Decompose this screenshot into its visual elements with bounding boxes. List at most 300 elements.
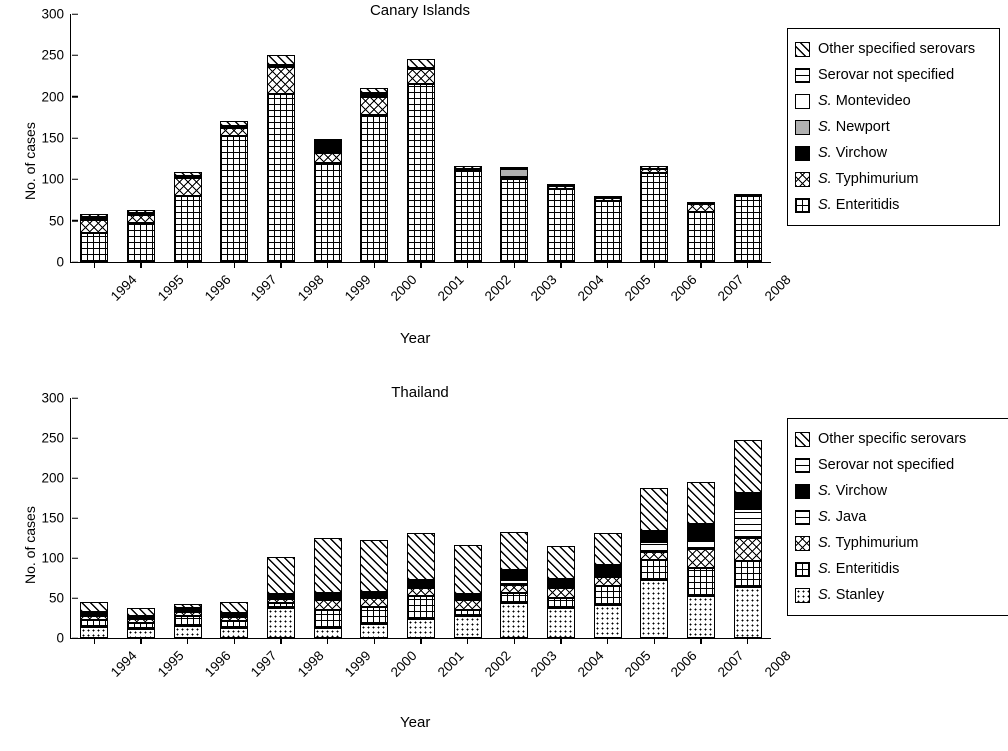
- y-tick-mark: [72, 597, 78, 599]
- bar-segment: [547, 598, 575, 608]
- bar-segment: [174, 616, 202, 626]
- bar-segment: [454, 166, 482, 168]
- bar-segment: [174, 172, 202, 176]
- x-tick-mark: [280, 638, 282, 644]
- legend-item: [795, 114, 990, 140]
- legend-item-label: S. Enteritidis: [818, 197, 900, 213]
- bar-segment: [127, 210, 155, 213]
- bar-segment: [407, 533, 435, 579]
- bar-segment: [220, 121, 248, 127]
- x-tick-mark: [187, 262, 189, 268]
- bar-segment: [547, 189, 575, 262]
- bar-segment: [500, 169, 528, 177]
- y-axis-tick: 150: [41, 511, 71, 526]
- x-axis-tick-label: 2003: [528, 648, 560, 680]
- chart-legend: [787, 28, 1000, 226]
- y-tick-mark: [72, 96, 78, 98]
- y-tick-mark: [72, 179, 78, 181]
- bar-segment: [360, 115, 388, 262]
- bar-segment: [407, 59, 435, 67]
- x-tick-mark: [747, 638, 749, 644]
- bar-segment: [640, 552, 668, 560]
- x-tick-mark: [747, 262, 749, 268]
- x-axis-tick-label: 2007: [714, 272, 747, 304]
- bar-segment: [127, 623, 155, 629]
- bar-segment: [640, 169, 668, 173]
- x-axis-tick-label: 2003: [528, 272, 560, 304]
- bar-segment: [360, 624, 388, 638]
- bar-stack: [547, 14, 575, 262]
- x-tick-mark: [514, 262, 516, 268]
- x-tick-mark: [140, 638, 142, 644]
- bar-segment: [267, 594, 295, 596]
- x-axis-tick-label: 1996: [201, 648, 234, 680]
- x-axis-tick-label: 2000: [388, 272, 420, 304]
- bar-stack: [454, 14, 482, 262]
- x-tick-mark: [560, 638, 562, 644]
- bar-segment: [174, 196, 202, 262]
- legend-item-label: S. Montevideo: [818, 93, 911, 109]
- y-tick-mark: [72, 137, 78, 139]
- x-tick-mark: [280, 262, 282, 268]
- bar-segment: [594, 533, 622, 565]
- x-tick-mark: [607, 262, 609, 268]
- chart-legend: [787, 418, 1008, 616]
- bar-segment: [734, 194, 762, 196]
- x-axis-tick-label: 2001: [434, 272, 467, 304]
- bar-segment: [220, 628, 248, 638]
- bar-segment: [640, 488, 668, 530]
- bar-segment: [80, 217, 108, 219]
- bar-stack: [687, 398, 715, 638]
- bar-segment: [547, 588, 575, 598]
- legend-swatch: [795, 42, 810, 57]
- x-axis-tick-label: 1997: [248, 272, 280, 304]
- x-tick-mark: [327, 262, 329, 268]
- bar-segment: [594, 577, 622, 586]
- bar-segment: [127, 223, 155, 262]
- x-axis-label: Year: [400, 330, 431, 347]
- bar-segment: [454, 616, 482, 638]
- bar-segment: [220, 617, 248, 621]
- legend-swatch: [795, 536, 810, 551]
- x-tick-mark: [514, 638, 516, 644]
- legend-item-label: Other specific serovars: [818, 431, 967, 447]
- bar-segment: [360, 93, 388, 96]
- legend-swatch: [795, 146, 810, 161]
- bar-segment: [687, 212, 715, 262]
- legend-item-label: Other specified serovars: [818, 41, 976, 57]
- bar-segment: [360, 592, 388, 596]
- x-axis-tick-label: 1994: [108, 272, 140, 304]
- bar-segment: [640, 580, 668, 638]
- y-axis-tick: 0: [56, 255, 71, 270]
- x-axis-tick-label: 2002: [481, 272, 514, 304]
- bar-segment: [314, 139, 342, 141]
- bar-segment: [80, 214, 108, 217]
- bar-segment: [267, 599, 295, 603]
- bar-segment: [734, 561, 762, 587]
- bar-stack: [500, 14, 528, 262]
- bar-segment: [500, 167, 528, 169]
- bar-segment: [640, 166, 668, 168]
- x-tick-mark: [420, 638, 422, 644]
- legend-item-label: S. Typhimurium: [818, 535, 919, 551]
- x-tick-mark: [94, 262, 96, 268]
- y-axis-tick: 50: [49, 213, 71, 228]
- bar-segment: [407, 588, 435, 596]
- bar-segment: [127, 215, 155, 223]
- bar-segment: [594, 196, 622, 198]
- bar-segment: [174, 609, 202, 611]
- y-axis-tick: 0: [56, 631, 71, 646]
- legend-item-label: S. Stanley: [818, 587, 885, 603]
- legend-item-label: Serovar not specified: [818, 457, 955, 473]
- bar-segment: [360, 607, 388, 624]
- y-axis-tick: 100: [41, 551, 71, 566]
- legend-item: [795, 504, 999, 530]
- bar-segment: [80, 233, 108, 262]
- x-axis-tick-label: 1995: [154, 648, 187, 680]
- bar-segment: [220, 621, 248, 627]
- x-axis-tick-label: 1996: [201, 272, 234, 304]
- bar-segment: [80, 620, 108, 626]
- legend-item: [795, 582, 999, 608]
- legend-item: [795, 62, 990, 88]
- x-axis-tick-label: 1999: [341, 648, 374, 680]
- y-axis-tick: 300: [41, 391, 71, 406]
- x-tick-mark: [654, 638, 656, 644]
- bar-stack: [360, 14, 388, 262]
- y-axis-tick: 250: [41, 48, 71, 63]
- bar-segment: [267, 55, 295, 65]
- bar-stack: [407, 398, 435, 638]
- y-tick-mark: [72, 437, 78, 439]
- bar-segment: [547, 585, 575, 588]
- bar-segment: [734, 587, 762, 638]
- bar-segment: [454, 610, 482, 616]
- legend-item: [795, 166, 990, 192]
- bar-segment: [267, 67, 295, 94]
- x-tick-mark: [94, 638, 96, 644]
- y-tick-mark: [72, 261, 78, 263]
- bar-segment: [314, 593, 342, 597]
- bar-segment: [314, 538, 342, 593]
- x-tick-mark: [374, 638, 376, 644]
- bar-segment: [734, 509, 762, 538]
- legend-item: [795, 36, 990, 62]
- x-tick-mark: [327, 638, 329, 644]
- bar-segment: [687, 482, 715, 524]
- bar-stack: [640, 398, 668, 638]
- bar-segment: [500, 603, 528, 638]
- bar-segment: [687, 568, 715, 596]
- y-axis-tick: 200: [41, 89, 71, 104]
- bar-segment: [407, 580, 435, 586]
- bar-segment: [360, 88, 388, 93]
- x-axis-tick-label: 2008: [761, 272, 794, 304]
- y-axis-label: No. of cases: [22, 506, 38, 584]
- bar-segment: [640, 560, 668, 580]
- bar-stack: [220, 398, 248, 638]
- bar-segment: [594, 198, 622, 200]
- x-tick-mark: [140, 262, 142, 268]
- bar-stack: [174, 398, 202, 638]
- bar-segment: [220, 128, 248, 136]
- bar-segment: [80, 220, 108, 233]
- bar-segment: [500, 177, 528, 179]
- bar-segment: [314, 600, 342, 610]
- x-axis-tick-label: 1999: [341, 272, 374, 304]
- bar-segment: [547, 608, 575, 638]
- legend-item: [795, 530, 999, 556]
- bar-stack: [500, 398, 528, 638]
- legend-item: [795, 192, 990, 218]
- bar-segment: [174, 626, 202, 638]
- bar-segment: [500, 532, 528, 570]
- x-tick-mark: [467, 262, 469, 268]
- bar-segment: [314, 597, 342, 600]
- bar-segment: [454, 545, 482, 594]
- bar-segment: [220, 136, 248, 262]
- legend-item-label: S. Newport: [818, 119, 890, 135]
- bar-stack: [127, 398, 155, 638]
- bar-segment: [594, 574, 622, 577]
- x-axis-tick-label: 1997: [248, 648, 280, 680]
- bar-segment: [547, 579, 575, 585]
- bar-segment: [547, 184, 575, 186]
- bar-stack: [454, 398, 482, 638]
- bar-segment: [734, 440, 762, 494]
- bar-stack: [687, 14, 715, 262]
- x-tick-mark: [654, 262, 656, 268]
- y-tick-mark: [72, 477, 78, 479]
- bar-segment: [407, 84, 435, 262]
- bar-segment: [80, 627, 108, 638]
- bar-segment: [734, 493, 762, 509]
- x-tick-mark: [467, 638, 469, 644]
- bar-segment: [360, 540, 388, 592]
- bar-stack: [314, 398, 342, 638]
- bar-segment: [360, 97, 388, 115]
- legend-swatch: [795, 432, 810, 447]
- x-axis-tick-label: 2004: [574, 272, 607, 304]
- x-tick-mark: [234, 638, 236, 644]
- legend-swatch: [795, 588, 810, 603]
- bar-segment: [314, 141, 342, 153]
- bar-stack: [407, 14, 435, 262]
- x-axis-tick-label: 2001: [434, 648, 467, 680]
- x-tick-mark: [700, 262, 702, 268]
- legend-swatch: [795, 458, 810, 473]
- bar-segment: [80, 616, 108, 620]
- bar-segment: [734, 196, 762, 262]
- x-axis-tick-label: 2005: [621, 272, 654, 304]
- bar-segment: [734, 538, 762, 561]
- y-axis-tick: 200: [41, 471, 71, 486]
- legend-item-label: S. Virchow: [818, 483, 888, 499]
- bar-segment: [454, 171, 482, 262]
- x-tick-mark: [374, 262, 376, 268]
- y-axis-tick: 100: [41, 172, 71, 187]
- chart-title: Thailand: [391, 384, 449, 401]
- x-axis-tick-label: 2006: [668, 648, 700, 680]
- bar-stack: [220, 14, 248, 262]
- bar-segment: [127, 608, 155, 615]
- bar-segment: [174, 178, 202, 196]
- bar-segment: [500, 179, 528, 262]
- x-axis-tick-label: 2006: [668, 272, 700, 304]
- bar-stack: [267, 14, 295, 262]
- bar-segment: [174, 612, 202, 616]
- x-axis-tick-label: 2002: [481, 648, 514, 680]
- x-tick-mark: [234, 262, 236, 268]
- y-axis-tick: 250: [41, 431, 71, 446]
- y-tick-mark: [72, 637, 78, 639]
- x-axis-tick-label: 1998: [294, 272, 327, 304]
- x-axis-label: Year: [400, 714, 431, 731]
- bar-segment: [594, 586, 622, 605]
- legend-item: [795, 426, 999, 452]
- legend-item-label: S. Enteritidis: [818, 561, 900, 577]
- bar-segment: [547, 546, 575, 579]
- x-tick-mark: [420, 262, 422, 268]
- legend-item: [795, 556, 999, 582]
- bar-segment: [640, 173, 668, 262]
- bar-segment: [220, 615, 248, 617]
- legend-item: [795, 452, 999, 478]
- bar-segment: [267, 603, 295, 609]
- y-tick-mark: [72, 517, 78, 519]
- y-tick-mark: [72, 397, 78, 399]
- bar-segment: [407, 619, 435, 638]
- bar-segment: [407, 585, 435, 587]
- bar-segment: [127, 629, 155, 638]
- legend-swatch: [795, 120, 810, 135]
- x-axis-tick-label: 2004: [574, 648, 607, 680]
- bar-stack: [314, 14, 342, 262]
- bar-stack: [594, 398, 622, 638]
- bar-segment: [500, 570, 528, 580]
- legend-item: [795, 478, 999, 504]
- bar-stack: [734, 14, 762, 262]
- bar-segment: [500, 580, 528, 586]
- y-axis-label: No. of cases: [22, 122, 38, 200]
- bar-segment: [267, 608, 295, 638]
- legend-swatch: [795, 510, 810, 525]
- legend-swatch: [795, 484, 810, 499]
- bar-segment: [454, 169, 482, 171]
- x-axis-tick-label: 2000: [388, 648, 420, 680]
- legend-item-label: Serovar not specified: [818, 67, 955, 83]
- legend-swatch: [795, 562, 810, 577]
- bar-stack: [267, 398, 295, 638]
- bar-stack: [80, 398, 108, 638]
- x-axis-tick-label: 2005: [621, 648, 654, 680]
- bar-stack: [360, 398, 388, 638]
- bar-segment: [174, 604, 202, 608]
- bar-segment: [687, 204, 715, 212]
- y-axis-tick: 50: [49, 591, 71, 606]
- x-axis-tick-label: 1994: [108, 648, 140, 680]
- legend-item-label: S. Virchow: [818, 145, 888, 161]
- bar-segment: [80, 614, 108, 616]
- bar-segment: [360, 598, 388, 607]
- y-tick-mark: [72, 220, 78, 222]
- legend-item-label: S. Typhimurium: [818, 171, 919, 187]
- legend-swatch: [795, 172, 810, 187]
- chart-panel-canary-islands: [0, 0, 1008, 375]
- bar-stack: [640, 14, 668, 262]
- y-tick-mark: [72, 55, 78, 57]
- bar-segment: [500, 585, 528, 593]
- bar-segment: [267, 596, 295, 598]
- bar-segment: [640, 531, 668, 542]
- bar-segment: [687, 540, 715, 549]
- bar-segment: [594, 605, 622, 638]
- bar-segment: [407, 69, 435, 84]
- bar-stack: [80, 14, 108, 262]
- legend-item: [795, 88, 990, 114]
- bar-segment: [267, 94, 295, 262]
- bar-segment: [220, 602, 248, 613]
- legend-item-label: S. Java: [818, 509, 867, 525]
- y-axis-tick: 300: [41, 7, 71, 22]
- bar-segment: [594, 565, 622, 574]
- legend-swatch: [795, 94, 810, 109]
- y-tick-mark: [72, 557, 78, 559]
- x-axis-tick-label: 2007: [714, 648, 747, 680]
- bar-segment: [687, 596, 715, 638]
- bar-segment: [314, 610, 342, 628]
- bar-segment: [360, 596, 388, 598]
- bar-stack: [594, 14, 622, 262]
- x-tick-mark: [560, 262, 562, 268]
- bar-segment: [454, 597, 482, 600]
- bar-segment: [314, 153, 342, 163]
- bar-stack: [127, 14, 155, 262]
- bar-segment: [500, 593, 528, 603]
- bar-segment: [687, 524, 715, 540]
- bar-segment: [267, 557, 295, 594]
- bar-segment: [454, 600, 482, 610]
- x-tick-mark: [607, 638, 609, 644]
- bar-segment: [640, 542, 668, 552]
- y-axis-tick: 150: [41, 131, 71, 146]
- legend-swatch: [795, 68, 810, 83]
- bar-segment: [687, 202, 715, 204]
- bar-stack: [734, 398, 762, 638]
- bar-segment: [314, 628, 342, 638]
- bar-segment: [547, 186, 575, 189]
- x-tick-mark: [700, 638, 702, 644]
- x-tick-mark: [187, 638, 189, 644]
- legend-item: [795, 140, 990, 166]
- chart-panel-thailand: [0, 376, 1008, 751]
- x-axis-tick-label: 1995: [154, 272, 187, 304]
- bar-segment: [407, 596, 435, 619]
- x-axis-tick-label: 2008: [761, 648, 794, 680]
- y-tick-mark: [72, 13, 78, 15]
- bar-stack: [174, 14, 202, 262]
- bar-segment: [127, 619, 155, 623]
- bar-segment: [687, 549, 715, 567]
- x-axis-tick-label: 1998: [294, 648, 327, 680]
- bar-segment: [454, 594, 482, 597]
- bar-segment: [80, 602, 108, 612]
- chart-title: Canary Islands: [369, 2, 471, 19]
- bar-stack: [547, 398, 575, 638]
